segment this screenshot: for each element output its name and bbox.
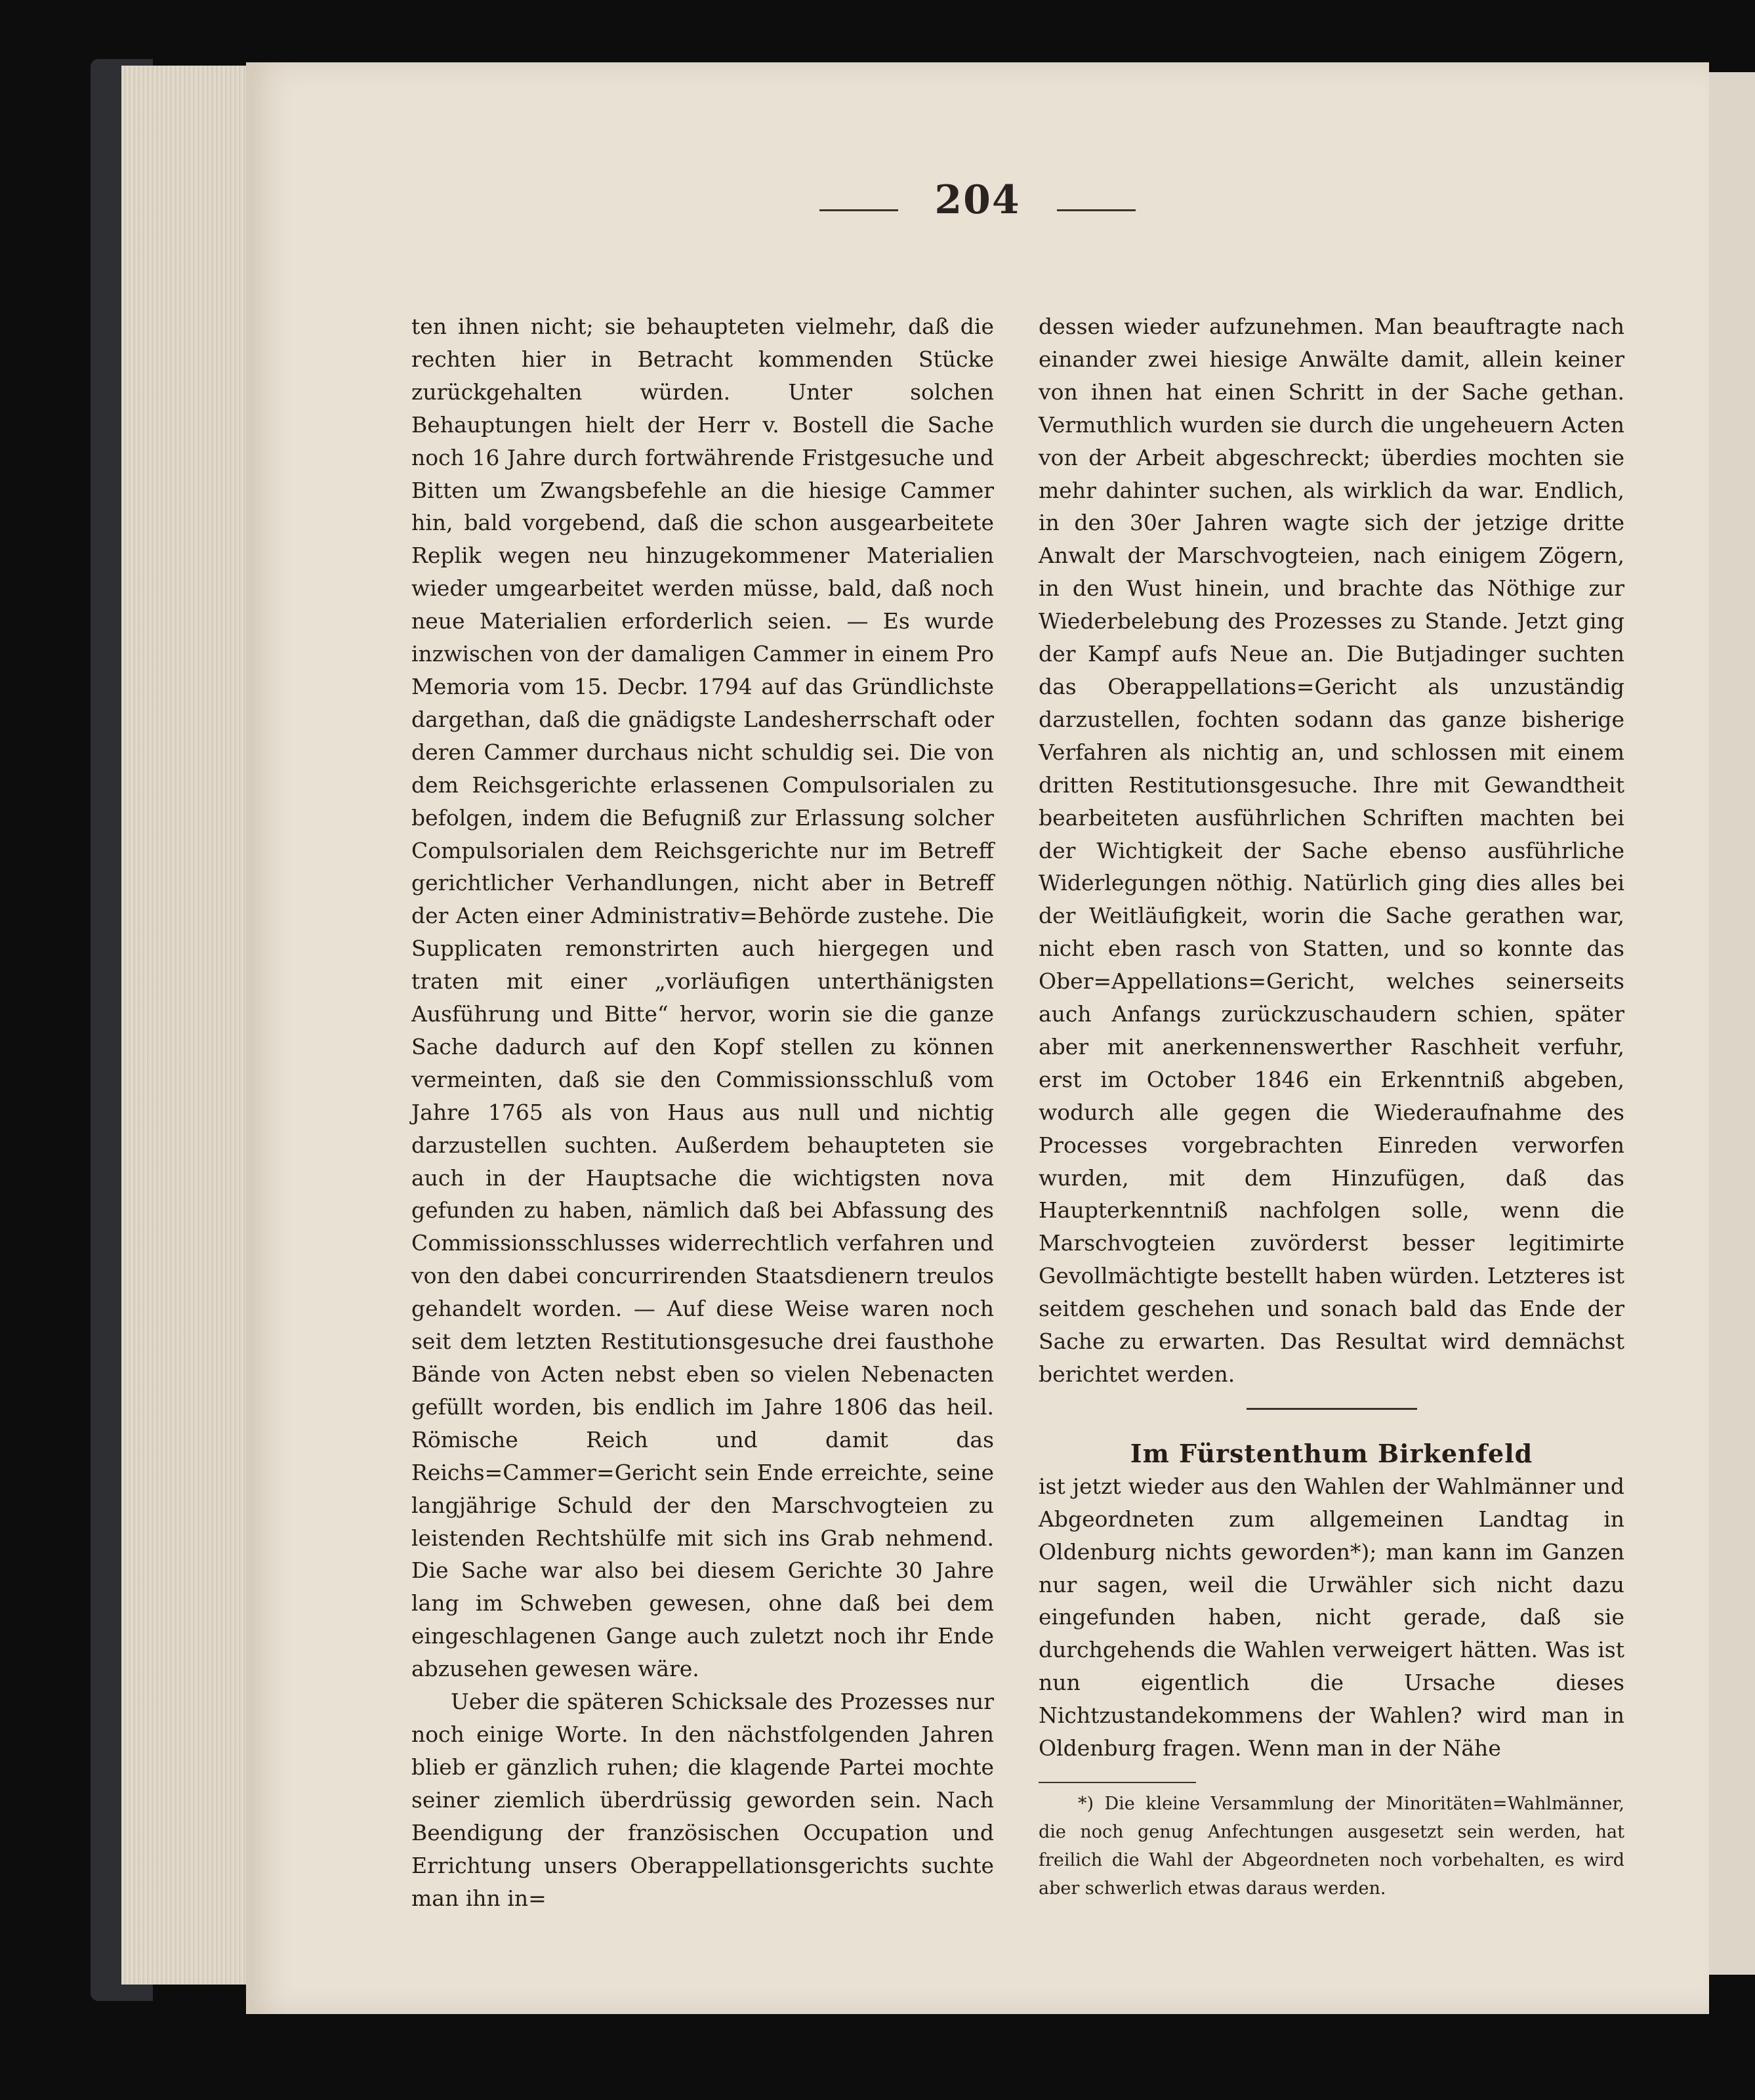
right-column bbox=[1039, 310, 1624, 1903]
footnote-divider bbox=[1039, 1782, 1196, 1783]
right-paragraph-1: dessen wieder aufzunehmen. Man beauftragte nach einander zwei hiesige Anwälte damit, allein keiner von ihnen hat einen Schritt in der Sache gethan. Vermuthlich wurden sie durch die ungeheuern Acten von der Arbeit abgeschreckt; überdies mochten sie mehr dahinter suchen, als wirklich da war. Endlich, in den 30er Jahren wagte sich der jetzige dritte Anwalt der Marschvogteien, nach einigem Zögern, in den Wust hinein, und brachte das Nöthige zur Wiederbelebung des Prozesses zu Stande. Jetzt ging der Kampf aufs Neue an. Die Butjadinger suchten das Oberappellations=Gericht als unzuständig darzustellen, fochten sodann das ganze bisherige Verfahren als nichtig an, und schlossen mit einem dritten Restitutionsgesuche. Ihre mit Gewandtheit bearbeiteten ausführlichen Schriften machten bei der Wichtigkeit der Sache ebenso ausführliche Widerlegungen nöthig. Natürlich ging dies alles bei der Weitläufigkeit, worin die Sache gerathen war, nicht eben rasch von Statten, und so konnte das Ober=Appellations=Gericht, welches seinerseits auch Anfangs zurückzuschaudern schien, später aber mit anerkennenswerther Raschheit verfuhr, erst im October 1846 ein Erkenntniß abgeben, wodurch alle gegen die Wiederaufnahme des Processes vorgebrachten Einreden verworfen wurden, mit dem Hinzufügen, daß das Haupterkenntniß nachfolgen solle, wenn die Marschvogteien zuvörderst besser legitimirte Gevollmächtigte bestellt haben würden. Letzteres ist seitdem geschehen und sonach bald das Ende der Sache zu erwarten. Das Resultat wird demnächst berichtet werden. bbox=[1039, 314, 1624, 1387]
book-page bbox=[246, 62, 1709, 2014]
section-heading: Im Fürstenthum Birkenfeld bbox=[1130, 1438, 1533, 1468]
header-rule-right bbox=[1057, 209, 1136, 211]
page-header bbox=[246, 177, 1709, 223]
section-divider bbox=[1247, 1408, 1417, 1410]
left-paragraph-1: ten ihnen nicht; sie behaupteten vielmehr, daß die rechten hier in Betracht kommenden Stücke zurückgehalten würden. Unter solchen Behauptungen hielt der Herr v. Bostell die Sache noch 16 Jahre durch fortwährende Fristgesuche und Bitten um Zwangsbefehle an die hiesige Cammer hin, bald vorgebend, daß die schon ausgearbeitete Replik wegen neu hinzugekommener Materialien wieder umgearbeitet werden müsse, bald, daß noch neue Materialien erforderlich seien. — Es wurde inzwischen von der damaligen Cammer in einem Pro Memoria vom 15. Decbr. 1794 auf das Gründlichste dargethan, daß die gnädigste Landesherrschaft oder deren Cammer durchaus nicht schuldig sei. Die von dem Reichsgerichte erlassenen Compulsorialen zu befolgen, indem die Befugniß zur Erlassung solcher Compulsorialen dem Reichsgerichte nur im Betreff gerichtlicher Verhandlungen, nicht aber in Betreff der Acten einer Administrativ=Behörde zustehe. Die Supplicaten remonstrirten auch hiergegen und traten mit einer „vorläufigen unterthänigsten Ausführung und Bitte“ hervor, worin sie die ganze Sache dadurch auf den Kopf stellen zu können vermeinten, daß sie den Commissionsschluß vom Jahre 1765 als von Haus aus null und nichtig darzustellen suchten. Außerdem behaupteten sie auch in der Hauptsache die wichtigsten nova gefunden zu haben, nämlich daß bei Abfassung des Commissionsschlusses widerrechtlich verfahren und von den dabei concurrirenden Staatsdienern treulos gehandelt worden. — Auf diese Weise waren noch seit dem letzten Restitutionsgesuche drei fausthohe Bände von Acten nebst eben so vielen Nebenacten gefüllt worden, bis endlich im Jahre 1806 das heil. Römische Reich und damit das Reichs=Cammer=Gericht sein Ende erreichte, seine langjährige Schuld der den Marschvogteien zu leistenden Rechtshülfe mit sich ins Grab nehmend. Die Sache war also bei diesem Gerichte 30 Jahre lang im Schweben gewesen, ohne daß bei dem eingeschlagenen Gange auch zuletzt noch ihr Ende abzusehen gewesen wäre. bbox=[411, 314, 994, 1682]
footnote: *) Die kleine Versammlung der Minoritäten=Wahlmänner, die noch genug Anfechtungen ausgesetzt sein werden, hat freilich die Wahl der Abgeordneten noch vorbehalten, es wird aber schwerlich etwas daraus werden. bbox=[1039, 1793, 1624, 1899]
left-paragraph-2: Ueber die späteren Schicksale des Prozesses nur noch einige Worte. In den nächstfolgenden Jahren blieb er gänzlich ruhen; die klagende Partei mochte seiner ziemlich überdrüssig geworden sein. Nach Beendigung der französischen Occupation und Errichtung unsers Oberappellationsgerichts suchte man ihn in= bbox=[411, 1689, 994, 1911]
section-paragraph: ist jetzt wieder aus den Wahlen der Wahlmänner und Abgeordneten zum allgemeinen Landtag in Oldenburg nichts geworden*); man kann im Ganzen nur sagen, weil die Urwähler sich nicht dazu eingefunden haben, nicht gerade, daß sie durchgehends die Wahlen verweigert hätten. Was ist nun eigentlich die Ursache dieses Nichtzustandekommens der Wahlen? wird man in Oldenburg fragen. Wenn man in der Nähe bbox=[1039, 1473, 1624, 1761]
page-stack-edges bbox=[121, 66, 246, 1985]
facing-page-edge bbox=[1709, 72, 1755, 1975]
header-rule-left bbox=[819, 209, 898, 211]
left-column bbox=[411, 310, 994, 1914]
page-number: 204 bbox=[934, 177, 1021, 223]
